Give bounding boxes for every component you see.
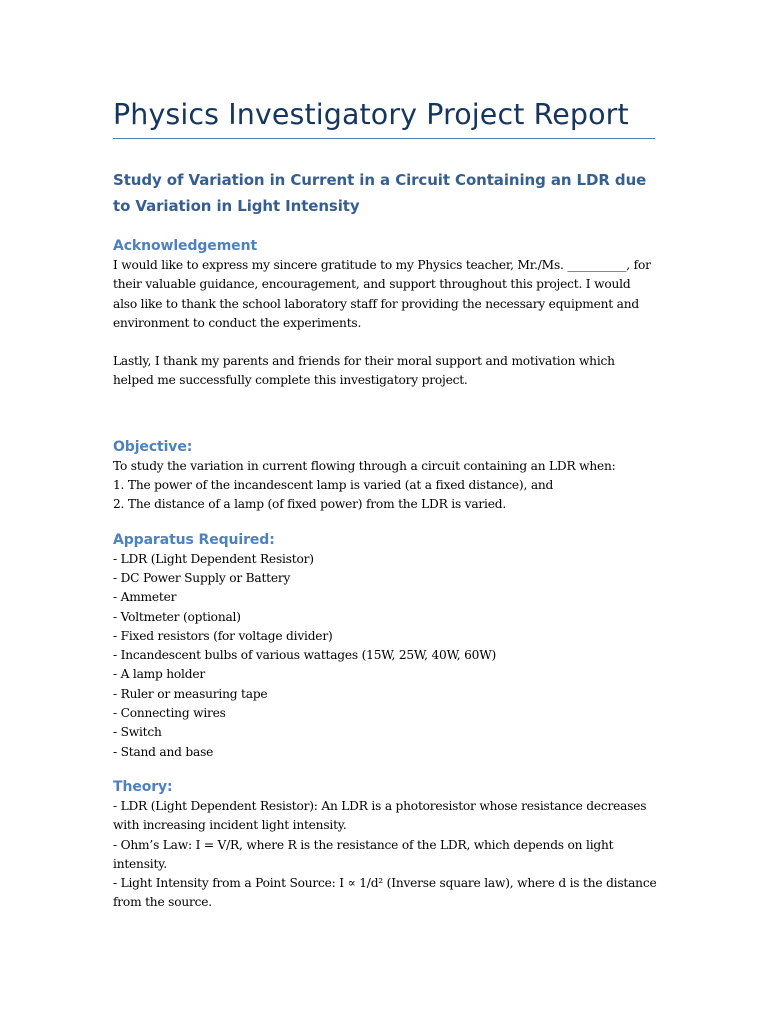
- list-item: - Incandescent bulbs of various wattages (15W, 25W, 40W, 60W): [113, 648, 497, 663]
- list-item: - Connecting wires: [113, 706, 226, 721]
- list-item: - Fixed resistors (for voltage divider): [113, 628, 333, 643]
- objective-body: [113, 457, 658, 515]
- document-page: [113, 96, 658, 913]
- acknowledgement-paragraph-2: Lastly, I thank my parents and friends for their moral support and motivation which helped me successfully complete this investigatory project.: [113, 354, 615, 388]
- objective-line: To study the variation in current flowing through a circuit containing an LDR when:: [113, 458, 616, 473]
- list-item: - Stand and base: [113, 744, 214, 759]
- list-item: - Voltmeter (optional): [113, 609, 241, 624]
- list-item: - Switch: [113, 725, 162, 740]
- theory-item: - Ohm’s Law: I = V/R, where R is the resistance of the LDR, which depends on light intensity.: [113, 837, 614, 871]
- objective-heading: Objective:: [113, 438, 193, 455]
- theory-item: - Light Intensity from a Point Source: I ∝ 1/d² (Inverse square law), where d is the distance from the source.: [113, 876, 657, 910]
- apparatus-list: [113, 550, 658, 762]
- objective-line: 1. The power of the incandescent lamp is varied (at a fixed distance), and: [113, 478, 554, 493]
- list-item: - DC Power Supply or Battery: [113, 570, 291, 585]
- document-subtitle: Study of Variation in Current in a Circuit Containing an LDR due to Variation in Light Intensity: [113, 171, 647, 215]
- list-item: - Ruler or measuring tape: [113, 686, 268, 701]
- theory-item: - LDR (Light Dependent Resistor): An LDR is a photoresistor whose resistance decreases with increasing incident light intensity.: [113, 798, 647, 833]
- apparatus-heading: Apparatus Required:: [113, 531, 275, 548]
- document-title: Physics Investigatory Project Report: [113, 98, 629, 131]
- acknowledgement-paragraph-1: I would like to express my sincere gratitude to my Physics teacher, Mr./Ms. __________, for their valuable guidance, encouragement, and support throughout this project. I would also like to thank the school laboratory staff for providing the necessary equipment and environment to conduct the experiments.: [113, 258, 651, 330]
- list-item: - A lamp holder: [113, 667, 205, 682]
- list-item: - Ammeter: [113, 590, 177, 605]
- theory-body: [113, 797, 658, 913]
- objective-line: 2. The distance of a lamp (of fixed power) from the LDR is varied.: [113, 497, 507, 512]
- list-item: - LDR (Light Dependent Resistor): [113, 551, 314, 566]
- title-divider: [113, 138, 655, 139]
- theory-heading: Theory:: [113, 778, 173, 795]
- acknowledgement-heading: Acknowledgement: [113, 238, 258, 254]
